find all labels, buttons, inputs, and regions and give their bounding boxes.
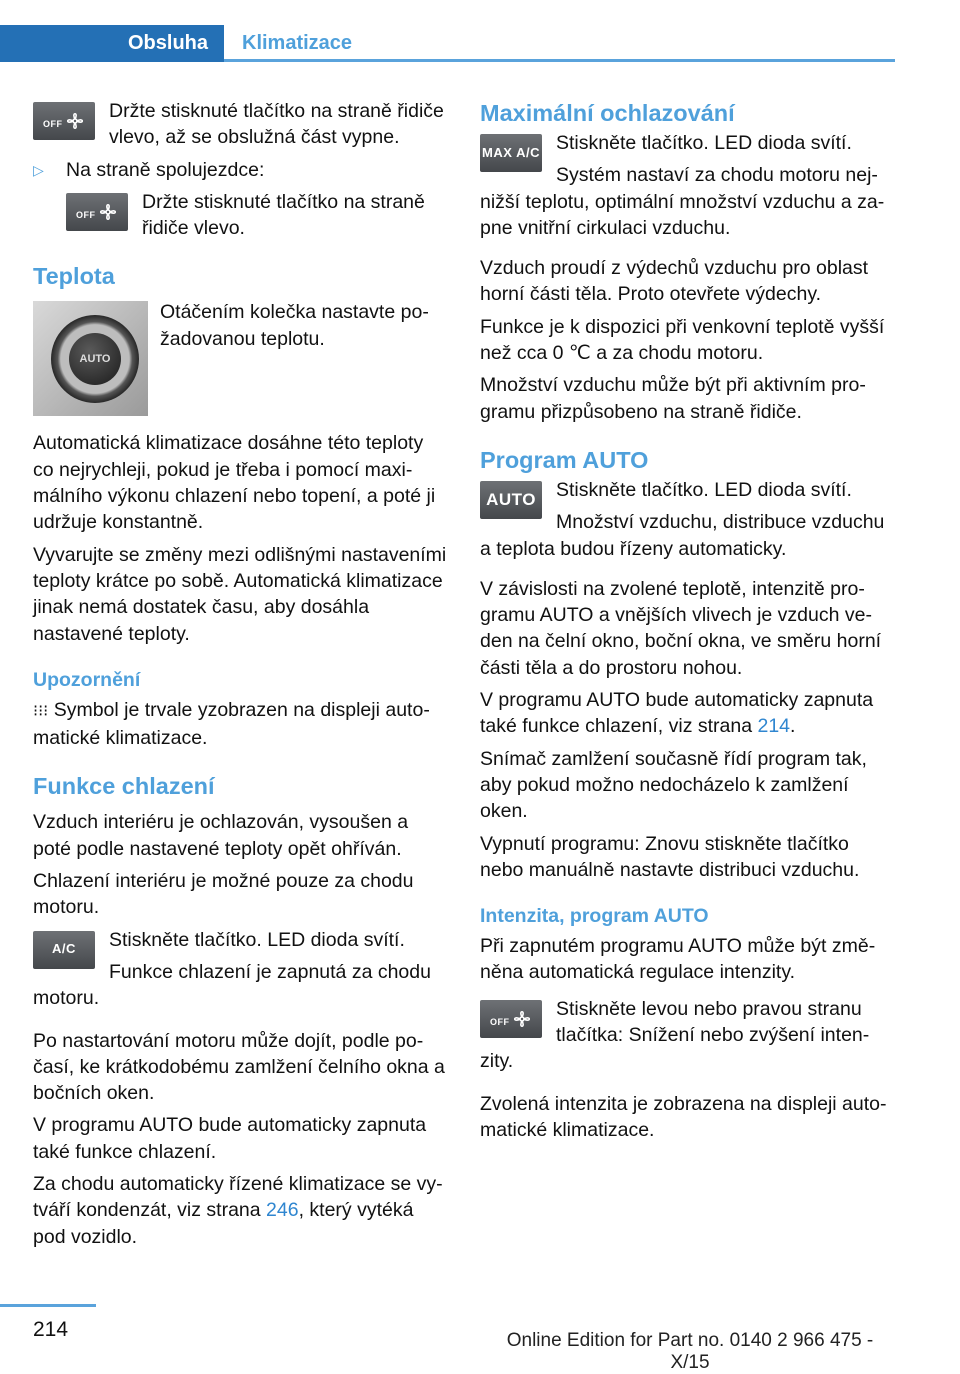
paragraph: Vzduch proudí z výdechů vzduchu pro oblast horní části těla. Proto otevřete výdechy. — [480, 257, 869, 306]
svg-text:OFF: OFF — [490, 1016, 510, 1027]
paragraph: Množství vzduchu, distribuce vzduchu a teplota budou řízeny automaticky. — [480, 511, 885, 560]
paragraph: Otáčením kolečka nastavte požadovanou teplotu. — [160, 301, 429, 350]
paragraph: Zvolená intenzita je zobrazena na displeji automatické klimatizace. — [480, 1092, 887, 1141]
left-column — [33, 98, 447, 1256]
auto-button-icon: AUTO — [480, 481, 542, 519]
triangle-bullet-icon: ▷ — [33, 161, 44, 178]
paragraph: Držte stisknuté tlačítko na straně řidiče vlevo, až se obslužná část vypne. — [109, 100, 444, 149]
heading-teplota: Teplota — [33, 263, 115, 290]
ac-row — [33, 927, 447, 1018]
bullet-label: Na straně spolujezdce: — [66, 158, 265, 181]
temperature-knob-image — [33, 301, 148, 416]
paragraph — [33, 697, 447, 752]
right-column — [480, 98, 893, 1149]
paragraph: Automatická klimatizace dosáhne této teploty co nejrychleji, pokud je třeba i pomocí maximálního výkonu chlazení nebo topení, a poté ji udržuje konstantně. — [33, 432, 436, 534]
paragraph: V programu AUTO bude automaticky zapnuta také funkce chlazení. — [33, 1114, 427, 1163]
header-tabbar — [0, 25, 895, 62]
fan-off-row-passenger — [66, 189, 447, 248]
paragraph — [33, 1171, 447, 1250]
paragraph: Po nastartování motoru může dojít, podle počasí, ke krátkodobému zamlžení čelního okna a bočních oken. — [33, 1029, 445, 1105]
paragraph: Množství vzduchu může být při aktivním programu přizpůsobeno na straně řidiče. — [480, 374, 866, 423]
heading-max-cooling: Maximální ochlazování — [480, 100, 735, 126]
bullet-text: Držte stisknuté tlačítko na straně řidiče vlevo. — [142, 190, 425, 240]
intensity-row — [480, 996, 893, 1081]
fan-off-row — [33, 98, 447, 157]
text-part: , který vytéká pod vozidlo. — [33, 1199, 414, 1248]
paragraph: Při zapnutém programu AUTO může být změněna automatická regulace intenzity. — [480, 935, 876, 984]
bullet-item — [33, 157, 447, 248]
paragraph — [480, 687, 893, 740]
auto-row — [480, 477, 893, 568]
paragraph: Vzduch interiéru je ochlazován, vysoušen a poté podle nastavené teploty opět ohříván. — [33, 811, 409, 860]
paragraph: Funkce je k dispozici při venkovní teplotě vyšší než cca 0 ℃ a za chodu motoru. — [480, 315, 885, 365]
page-number: 214 — [33, 1318, 69, 1341]
tab-obsluha[interactable]: Obsluha — [0, 25, 224, 62]
page-link-246[interactable]: 246 — [266, 1199, 299, 1222]
text-part: V programu AUTO bude automaticky zapnuta také funkce chlazení, viz strana — [480, 689, 874, 738]
heading-program-auto: Program AUTO — [480, 446, 649, 473]
paragraph: Stiskněte tlačítko. LED dioda svítí. — [109, 928, 405, 951]
teplota-block — [33, 299, 447, 422]
knob-auto-label: AUTO — [69, 333, 121, 385]
paragraph: Stiskněte tlačítko. LED dioda svítí. — [556, 478, 852, 501]
paragraph: Snímač zamlžení současně řídí program tak, aby pokud možno nedocházelo k zamlžení oken. — [480, 747, 867, 823]
ac-button-icon: A/C — [33, 931, 95, 969]
paragraph: Stiskněte tlačítko. LED dioda svítí. — [556, 132, 852, 154]
heading-intensity: Intenzita, program AUTO — [480, 905, 709, 928]
text-part: Za chodu automaticky řízené klimatizace se vytváří kondenzát, viz strana — [33, 1173, 443, 1222]
header-rule — [224, 59, 895, 62]
heading-upozorneni: Upozornění — [33, 668, 141, 691]
text-part: . — [790, 715, 796, 738]
paragraph: Vypnutí programu: Znovu stiskněte tlačítko nebo manuálně nastavte distribuci vzduchu. — [480, 832, 860, 881]
max-ac-button-icon: MAX A/C — [480, 134, 542, 172]
svg-text:OFF: OFF — [43, 119, 63, 129]
paragraph: Systém nastaví za chodu motoru nejnižší teplotu, optimální množství vzduchu a zapne vnitřní cirkulaci vzduchu. — [480, 164, 885, 239]
fan-off-button-icon — [66, 193, 128, 231]
paragraph: V závislosti na zvolené teplotě, intenzitě programu AUTO a vnějších vlivech je vzduch veden na čelní okno, boční okna, ve směru horní části těla a do prostoru nohou. — [480, 577, 882, 679]
page-link-214[interactable]: 214 — [757, 715, 791, 738]
condensate-icon: ⁝⁝⁝ — [33, 702, 49, 720]
paragraph: Funkce chlazení je zapnutá za chodu motoru. — [33, 960, 431, 1010]
svg-text:OFF: OFF — [76, 209, 96, 220]
upozorneni-text: Symbol je trvale yzobrazen na displeji automatické klimatizace. — [33, 698, 430, 750]
footer-rule — [0, 1304, 96, 1307]
paragraph: Vyvarujte se změny mezi odlišnými nastaveními teploty krátce po sobě. Automatická klimatizace jinak nemá dostatek času, aby dosáhla nastavené teploty. — [33, 543, 447, 645]
heading-chlazeni: Funkce chlazení — [33, 773, 215, 800]
fan-off-button-icon — [33, 102, 95, 140]
paragraph: Stiskněte levou nebo pravou stranu tlačítka: Snížení nebo zvýšení intenzity. — [480, 997, 870, 1073]
max-ac-row — [480, 130, 893, 247]
tab-klimatizace[interactable]: Klimatizace — [224, 25, 895, 62]
paragraph: Chlazení interiéru je možné pouze za chodu motoru. — [33, 870, 414, 919]
edition-note: Online Edition for Part no. 0140 2 966 475 - X/15 — [506, 1330, 874, 1373]
fan-off-button-icon — [480, 1000, 542, 1038]
